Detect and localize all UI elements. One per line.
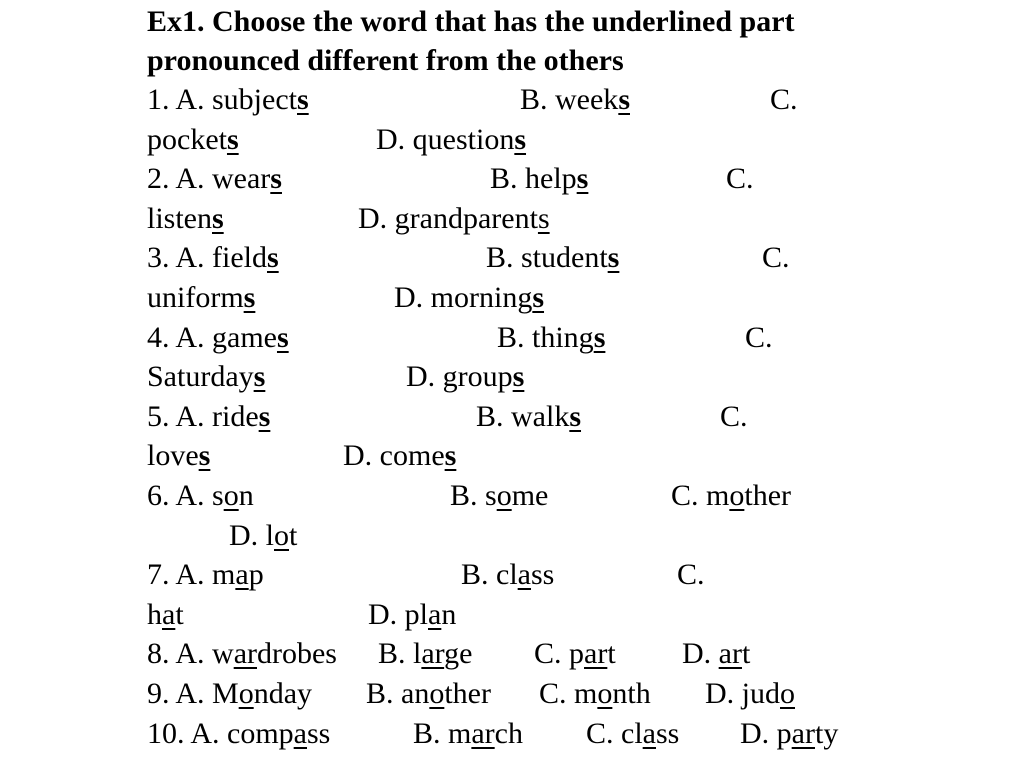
underlined-part: o — [223, 479, 239, 512]
answer-option — [486, 238, 619, 278]
option-text: h — [147, 598, 162, 631]
option-text: C. — [745, 321, 773, 354]
underlined-part: s — [444, 439, 457, 472]
option-text: drobes — [257, 637, 337, 670]
underlined-part: s — [512, 360, 525, 393]
option-text: p — [248, 558, 264, 591]
underlined-part: s — [532, 281, 545, 314]
underlined-part: o — [238, 677, 254, 710]
option-text: uniform — [147, 281, 244, 314]
underlined-part: a — [517, 558, 531, 591]
option-text: D. group — [406, 360, 513, 393]
answer-option — [720, 397, 748, 437]
answer-option — [147, 120, 239, 160]
option-text: 3. A. field — [147, 241, 267, 274]
option-text: D. morning — [394, 281, 533, 314]
answer-option — [677, 555, 705, 595]
option-text: D. question — [376, 123, 515, 156]
option-text: nday — [253, 677, 313, 710]
underlined-part: ar — [718, 637, 742, 670]
option-text: 10. A. comp — [147, 717, 294, 750]
answer-option — [490, 159, 588, 199]
option-text: C. — [677, 558, 705, 591]
option-text: 9. A. M — [147, 677, 239, 710]
option-text: D. jud — [705, 677, 780, 710]
answer-option — [147, 714, 330, 754]
question-line — [0, 436, 1024, 476]
option-text: 7. A. m — [147, 558, 236, 591]
answer-option — [762, 238, 790, 278]
underlined-part: o — [597, 677, 613, 710]
option-text: B. an — [366, 677, 430, 710]
underlined-part: o — [274, 519, 289, 552]
answer-option — [682, 634, 750, 674]
underlined-part: o — [496, 479, 512, 512]
answer-option — [497, 318, 605, 358]
underlined-part: s — [576, 162, 589, 195]
question-line — [0, 516, 1024, 556]
option-text: ty — [814, 717, 839, 750]
underlined-part: a — [235, 558, 249, 591]
option-text: B. week — [520, 83, 619, 116]
answer-option — [394, 278, 544, 318]
underlined-part: ar — [584, 637, 608, 670]
option-text: D. l — [229, 519, 274, 552]
underlined-part: s — [618, 83, 630, 116]
option-text: n — [238, 479, 254, 512]
option-text: B. l — [378, 637, 422, 670]
answer-option — [740, 714, 838, 754]
underlined-part: ar — [233, 637, 257, 670]
question-line — [0, 199, 1024, 239]
answer-option — [147, 555, 264, 595]
exercise-title-continued: pronounced different from the others — [147, 44, 624, 77]
answer-option — [368, 595, 456, 635]
answer-option — [147, 278, 255, 318]
answer-option — [376, 120, 526, 160]
option-text: B. walk — [476, 400, 570, 433]
option-text: ss — [531, 558, 555, 591]
option-text: t — [607, 637, 616, 670]
answer-option — [147, 476, 254, 516]
option-text: 5. A. ride — [147, 400, 259, 433]
question-line — [0, 397, 1024, 437]
answer-option — [520, 80, 630, 120]
exercise-title-line-1 — [0, 2, 1024, 42]
answer-option — [745, 318, 773, 358]
option-text: 4. A. game — [147, 321, 277, 354]
answer-option — [229, 516, 297, 556]
underlined-part: ar — [421, 637, 445, 670]
answer-option — [476, 397, 581, 437]
answer-option — [343, 436, 456, 476]
answer-option — [147, 397, 270, 437]
option-text: ch — [494, 717, 523, 750]
question-line — [0, 476, 1024, 516]
underlined-part: o — [429, 677, 445, 710]
question-line — [0, 120, 1024, 160]
option-text: C. — [770, 83, 798, 116]
question-line — [0, 674, 1024, 714]
answer-option — [366, 674, 491, 714]
answer-option — [539, 674, 651, 714]
option-text: ss — [656, 717, 680, 750]
question-line — [0, 555, 1024, 595]
underlined-part: a — [293, 717, 307, 750]
underlined-part: s — [212, 202, 224, 235]
answer-option — [705, 674, 795, 714]
answer-option — [147, 634, 337, 674]
underlined-part: s — [297, 83, 309, 116]
answer-option — [671, 476, 791, 516]
question-line — [0, 159, 1024, 199]
option-text: 1. A. subject — [147, 83, 297, 116]
underlined-part: ar — [471, 717, 495, 750]
option-text: B. thing — [497, 321, 594, 354]
answer-option — [358, 199, 550, 239]
option-text: ge — [444, 637, 473, 670]
answer-option — [534, 634, 616, 674]
option-text: love — [147, 439, 199, 472]
answer-option — [147, 199, 224, 239]
underlined-part: a — [428, 598, 442, 631]
answer-option — [147, 674, 312, 714]
answer-option — [147, 357, 265, 397]
option-text: ther — [744, 479, 791, 512]
answer-option — [147, 159, 282, 199]
question-line — [0, 80, 1024, 120]
underlined-part: o — [729, 479, 745, 512]
option-text: D. pl — [368, 598, 428, 631]
option-text: ther — [444, 677, 491, 710]
underlined-part: s — [607, 241, 620, 274]
option-text: 8. A. w — [147, 637, 234, 670]
option-text: nth — [612, 677, 651, 710]
option-text: D. p — [740, 717, 792, 750]
answer-option — [450, 476, 548, 516]
underlined-part: s — [270, 162, 282, 195]
option-text: 6. A. s — [147, 479, 224, 512]
question-line — [0, 595, 1024, 635]
question-line — [0, 357, 1024, 397]
question-line — [0, 634, 1024, 674]
underlined-part: s — [593, 321, 606, 354]
underlined-part: a — [642, 717, 656, 750]
option-text: B. cl — [461, 558, 518, 591]
answer-option — [461, 555, 554, 595]
exercise-title-line-2 — [0, 41, 1024, 81]
answer-option — [147, 436, 210, 476]
option-text: C. — [762, 241, 790, 274]
underlined-part: ar — [791, 717, 815, 750]
underlined-part: s — [258, 400, 271, 433]
underlined-part: a — [162, 598, 176, 631]
option-text: C. m — [671, 479, 730, 512]
option-text: C. cl — [586, 717, 643, 750]
answer-option — [406, 357, 524, 397]
answer-option — [413, 714, 523, 754]
option-text: B. s — [450, 479, 497, 512]
underlined-part: s — [253, 360, 266, 393]
underlined-part: o — [780, 677, 795, 710]
underlined-part: s — [243, 281, 256, 314]
option-text: C. — [720, 400, 748, 433]
option-text: t — [175, 598, 184, 631]
option-text: B. student — [486, 241, 608, 274]
option-text: n — [441, 598, 457, 631]
option-text: D. come — [343, 439, 445, 472]
answer-option — [378, 634, 472, 674]
option-text: me — [511, 479, 549, 512]
option-text: listen — [147, 202, 212, 235]
option-text: t — [741, 637, 751, 670]
option-text: C. p — [534, 637, 585, 670]
answer-option — [586, 714, 679, 754]
underlined-part: s — [537, 202, 550, 235]
answer-option — [147, 238, 279, 278]
option-text: ss — [307, 717, 331, 750]
option-text: pocket — [147, 123, 227, 156]
option-text: Saturday — [147, 360, 254, 393]
option-text: D. grandparent — [358, 202, 538, 235]
question-line — [0, 278, 1024, 318]
underlined-part: s — [276, 321, 289, 354]
question-line — [0, 714, 1024, 754]
question-line — [0, 238, 1024, 278]
answer-option — [726, 159, 754, 199]
option-text: C. m — [539, 677, 598, 710]
exercise-title: Ex1. Choose the word that has the underlined part — [147, 5, 795, 38]
answer-option — [770, 80, 798, 120]
option-text: 2. A. wear — [147, 162, 271, 195]
option-text: C. — [726, 162, 754, 195]
underlined-part: s — [226, 123, 239, 156]
underlined-part: s — [514, 123, 527, 156]
underlined-part: s — [198, 439, 211, 472]
answer-option — [147, 595, 184, 635]
option-text: D. — [682, 637, 719, 670]
answer-option — [147, 318, 289, 358]
question-line — [0, 318, 1024, 358]
option-text: t — [289, 519, 298, 552]
underlined-part: s — [569, 400, 582, 433]
answer-option — [147, 80, 309, 120]
underlined-part: s — [267, 241, 279, 274]
option-text: B. m — [413, 717, 472, 750]
option-text: B. help — [490, 162, 577, 195]
